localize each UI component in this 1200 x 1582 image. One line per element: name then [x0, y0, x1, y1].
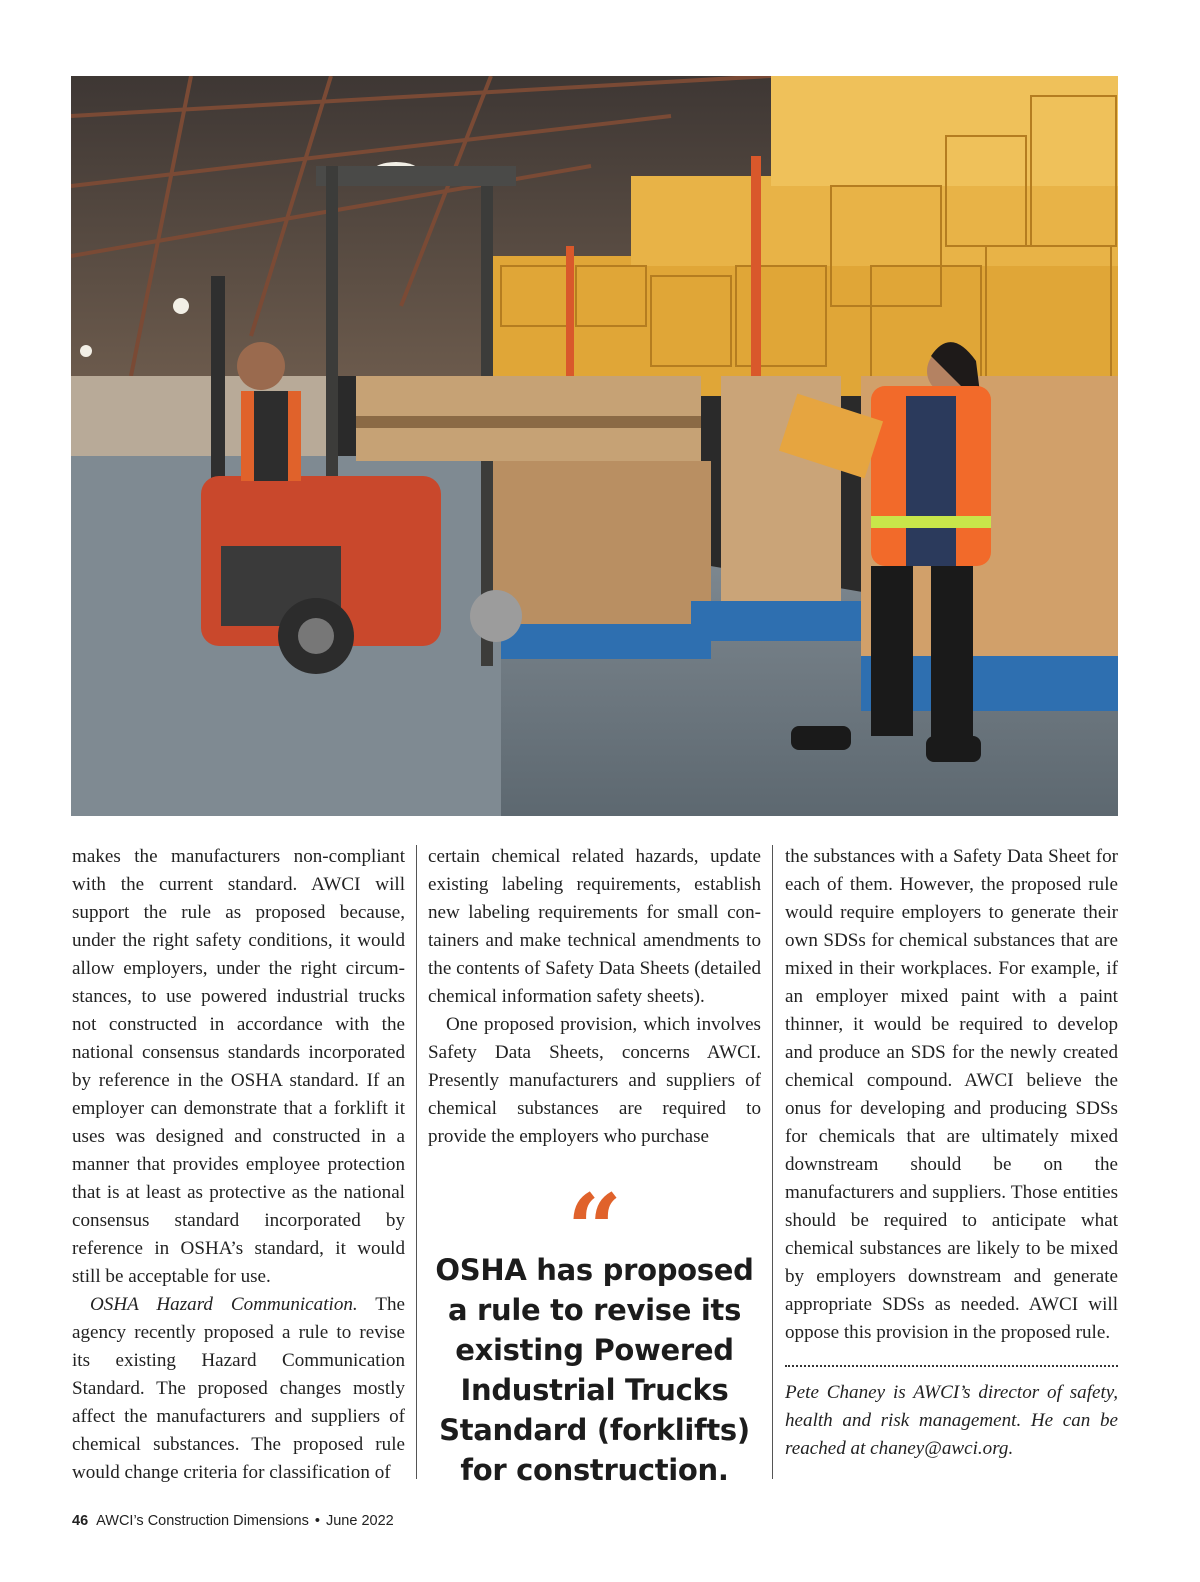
pull-quote: [428, 1190, 761, 1490]
paragraph: [72, 1291, 405, 1487]
column-divider: [416, 845, 417, 1479]
dotted-divider: [785, 1365, 1118, 1367]
paragraph: makes the manufacturers non-compliant with the current standard. AWCI will support the rule as proposed because, under the right safety conditions, it would allow employers, under the right circumstances, to use powered industrial trucks not constructed in accordance with the national consensus standards incorporated by reference in the OSHA standard. If an employer can demonstrate that a forklift it uses was designed and constructed in a manner that provides employee protection that is at least as protective as the national consensus standard incorporated by reference in OSHA’s standard, it would still be acceptable for use.: [72, 846, 405, 1287]
publication-name: AWCI’s Construction Dimensions: [96, 1513, 309, 1529]
column-divider: [772, 845, 773, 1479]
page-number: 46: [72, 1513, 89, 1529]
paragraph: certain chemical related hazards, update existing labeling requirements, establish new labeling requirements for small containers and make technical amendments to the contents of Safety Data Sheets (detailed chemical information safety sheets).: [428, 846, 761, 1007]
paragraph: the substances with a Safety Data Sheet for each of them. However, the proposed rule would require employers to generate their own SDSs for chemical substances that are mixed in their workplaces. For example, if an employer mixed paint with a paint thinner, it would be required to develop and produce an SDS for the newly created chemical compound. AWCI believe the onus for developing and producing SDSs for chemicals that are ultimately mixed downstream should be on the manufacturers and suppliers. Those entities should be required to anticipate what chemical substances are likely to be mixed by employers downstream and generate appropriate SDSs as needed. AWCI will oppose this provision in the proposed rule.: [785, 846, 1118, 1343]
run-in-heading: OSHA Hazard Communication.: [90, 1294, 358, 1315]
issue-date: June 2022: [325, 1513, 394, 1529]
quote-mark-icon: “: [566, 1190, 623, 1250]
footer-separator: •: [314, 1513, 320, 1529]
warehouse-forklift-photo: [71, 76, 1118, 816]
article-column-3: [785, 843, 1118, 1463]
article-column-2: [428, 843, 761, 1151]
paragraph: One proposed provision, which involves Safety Data Sheets, concerns AWCI. Presently manufacturers and suppliers of chemical substances are required to provide the employers who purchase: [428, 1014, 761, 1147]
author-bio: Pete Chaney is AWCI’s director of safety, health and risk management. He can be reached at chaney@awci.org.: [785, 1382, 1118, 1459]
pull-quote-text: OSHA has proposed a rule to revise its existing Powered Industrial Trucks Standard (forklifts) for construction.: [435, 1253, 754, 1487]
paragraph-text: The agency recently proposed a rule to revise its existing Hazard Communication Standard. The proposed changes mostly affect the manufacturers and suppliers of chemical substances. The proposed rule would change criteria for classification of: [72, 1294, 405, 1483]
article-column-1: [72, 843, 405, 1487]
page-footer: [72, 1513, 394, 1529]
